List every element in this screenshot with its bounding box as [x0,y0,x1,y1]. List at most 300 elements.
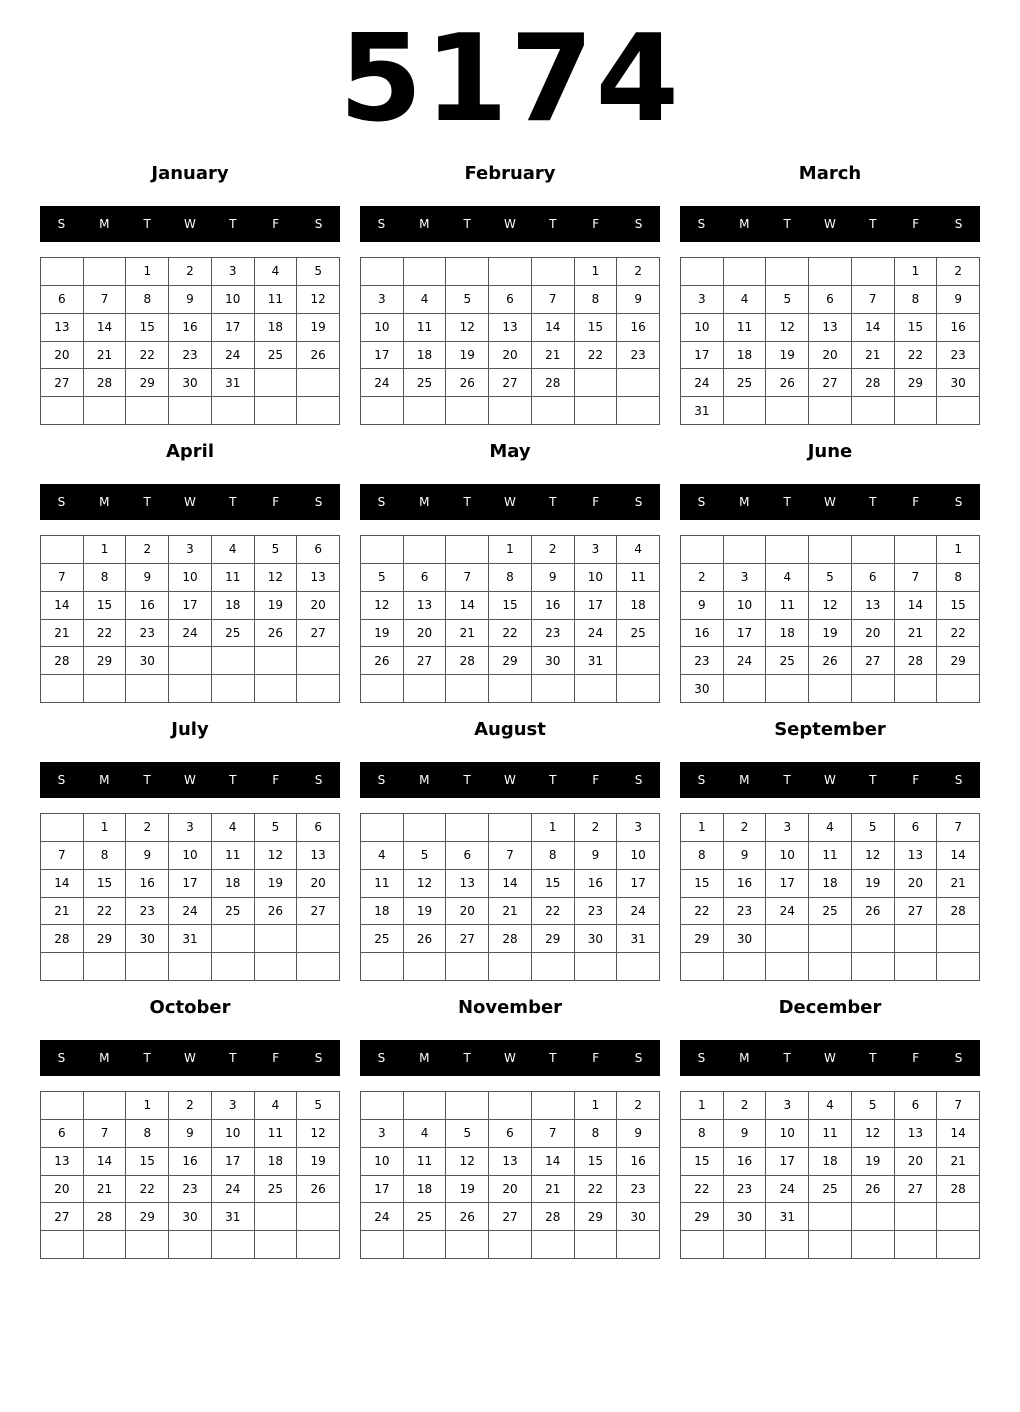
empty-day-cell [852,953,895,981]
day-cell: 29 [937,647,980,675]
day-cell: 4 [809,1092,852,1120]
day-cell: 19 [852,870,895,898]
weekday-label: W [184,1051,196,1065]
day-cell: 2 [126,536,169,564]
day-cell: 5 [809,564,852,592]
day-cell: 20 [895,1148,938,1176]
month-april [40,434,340,703]
empty-day-cell [255,1231,298,1259]
day-cell: 10 [361,314,404,342]
day-cell: 13 [297,842,340,870]
day-cell: 20 [809,342,852,370]
day-cell: 7 [532,286,575,314]
day-cell: 21 [41,898,84,926]
weekday-label: M [419,1051,430,1065]
empty-day-cell [532,397,575,425]
month-october [40,990,340,1259]
weekday-label: M [739,217,750,231]
day-cell: 17 [361,342,404,370]
day-cell: 4 [212,814,255,842]
day-cell: 20 [404,620,447,648]
weekday-header [40,1040,340,1076]
day-cell: 16 [724,870,767,898]
weekday-label: M [739,495,750,509]
empty-day-cell [681,1231,724,1259]
day-cell: 13 [895,1120,938,1148]
weekday-label: T [549,773,557,787]
empty-day-cell [84,1231,127,1259]
weekday-label: S [954,773,963,787]
weekday-label: M [419,217,430,231]
day-cell: 17 [361,1176,404,1204]
day-grid [360,813,660,981]
empty-day-cell [809,953,852,981]
day-cell: 2 [617,258,660,286]
day-cell: 14 [937,842,980,870]
day-cell: 8 [489,564,532,592]
day-cell: 25 [212,620,255,648]
day-cell: 1 [681,1092,724,1120]
empty-day-cell [532,675,575,703]
weekday-header [360,1040,660,1076]
empty-day-cell [297,397,340,425]
day-cell: 31 [681,397,724,425]
weekday-label: M [419,773,430,787]
weekday-label: T [549,495,557,509]
empty-day-cell [361,397,404,425]
day-cell: 21 [41,620,84,648]
day-cell: 21 [852,342,895,370]
empty-day-cell [532,258,575,286]
day-cell: 5 [297,1092,340,1120]
day-cell: 7 [937,1092,980,1120]
day-cell: 2 [681,564,724,592]
weekday-label: S [377,773,386,787]
day-cell: 17 [766,1148,809,1176]
day-cell: 4 [766,564,809,592]
weekday-label: S [697,495,706,509]
day-cell: 15 [681,870,724,898]
empty-day-cell [255,647,298,675]
day-cell: 1 [681,814,724,842]
day-cell: 22 [126,342,169,370]
month-december [680,990,980,1259]
day-cell: 23 [575,898,618,926]
day-cell: 17 [724,620,767,648]
month-may [360,434,660,703]
weekday-header [680,484,980,520]
empty-day-cell [404,258,447,286]
day-cell: 13 [489,314,532,342]
day-cell: 18 [766,620,809,648]
empty-day-cell [361,536,404,564]
day-cell: 15 [575,1148,618,1176]
weekday-label: T [549,217,557,231]
day-cell: 11 [809,1120,852,1148]
month-name: June [807,441,853,462]
empty-day-cell [852,675,895,703]
day-cell: 28 [852,369,895,397]
day-cell: 10 [766,842,809,870]
day-cell: 23 [681,647,724,675]
day-cell: 9 [126,842,169,870]
day-cell: 22 [532,898,575,926]
day-cell: 3 [169,536,212,564]
day-cell: 11 [617,564,660,592]
day-cell: 1 [937,536,980,564]
day-grid [680,257,980,425]
empty-day-cell [84,953,127,981]
day-cell: 7 [41,842,84,870]
empty-day-cell [404,1231,447,1259]
weekday-label: S [954,217,963,231]
month-august [360,712,660,981]
day-cell: 22 [681,1176,724,1204]
day-cell: 3 [575,536,618,564]
empty-day-cell [681,258,724,286]
day-cell: 2 [169,258,212,286]
day-cell: 26 [255,898,298,926]
day-cell: 7 [852,286,895,314]
empty-day-cell [212,647,255,675]
day-cell: 28 [41,647,84,675]
day-cell: 20 [852,620,895,648]
day-cell: 26 [852,1176,895,1204]
day-cell: 22 [575,1176,618,1204]
weekday-label: F [912,773,920,787]
day-cell: 27 [895,1176,938,1204]
day-cell: 1 [575,258,618,286]
empty-day-cell [41,1092,84,1120]
day-cell: 23 [126,620,169,648]
day-cell: 24 [766,1176,809,1204]
day-cell: 21 [937,870,980,898]
day-cell: 2 [169,1092,212,1120]
empty-day-cell [361,1231,404,1259]
empty-day-cell [489,1092,532,1120]
day-cell: 20 [297,870,340,898]
month-name: November [457,997,563,1018]
day-grid [40,1091,340,1259]
day-cell: 11 [404,1148,447,1176]
day-cell: 23 [169,1176,212,1204]
empty-day-cell [489,397,532,425]
day-cell: 13 [404,592,447,620]
weekday-label: W [824,495,836,509]
empty-day-cell [41,258,84,286]
day-cell: 24 [681,369,724,397]
weekday-label: F [912,1051,920,1065]
empty-day-cell [446,1092,489,1120]
month-name: August [474,719,546,740]
day-cell: 27 [297,620,340,648]
day-cell: 4 [255,1092,298,1120]
day-cell: 11 [404,314,447,342]
weekday-label: T [143,773,151,787]
day-cell: 18 [809,1148,852,1176]
day-cell: 5 [404,842,447,870]
empty-day-cell [617,369,660,397]
empty-day-cell [297,1231,340,1259]
day-cell: 27 [852,647,895,675]
day-cell: 24 [361,369,404,397]
empty-day-cell [617,1231,660,1259]
weekday-label: M [739,773,750,787]
day-cell: 18 [212,870,255,898]
day-cell: 25 [255,342,298,370]
day-cell: 24 [361,1203,404,1231]
empty-day-cell [809,258,852,286]
day-grid [360,1091,660,1259]
day-cell: 8 [84,842,127,870]
day-cell: 23 [126,898,169,926]
weekday-label: S [954,495,963,509]
empty-day-cell [255,369,298,397]
empty-day-cell [895,953,938,981]
day-cell: 6 [404,564,447,592]
day-cell: 15 [532,870,575,898]
day-cell: 7 [446,564,489,592]
empty-day-cell [766,1231,809,1259]
day-cell: 5 [361,564,404,592]
day-grid [680,535,980,703]
weekday-label: T [869,495,877,509]
day-cell: 6 [297,814,340,842]
weekday-label: T [869,1051,877,1065]
day-cell: 27 [297,898,340,926]
day-cell: 11 [724,314,767,342]
empty-day-cell [446,258,489,286]
day-cell: 12 [255,842,298,870]
day-cell: 21 [84,1176,127,1204]
day-cell: 27 [489,369,532,397]
day-cell: 21 [937,1148,980,1176]
weekday-label: S [57,773,66,787]
day-cell: 30 [169,1203,212,1231]
empty-day-cell [489,675,532,703]
weekday-label: T [783,773,791,787]
weekday-label: S [314,773,323,787]
day-cell: 11 [212,842,255,870]
empty-day-cell [361,953,404,981]
month-name: April [165,441,215,462]
day-cell: 6 [41,1120,84,1148]
empty-day-cell [766,675,809,703]
day-cell: 9 [532,564,575,592]
day-cell: 17 [681,342,724,370]
weekday-label: S [314,217,323,231]
weekday-label: T [143,217,151,231]
day-cell: 30 [724,925,767,953]
day-cell: 19 [852,1148,895,1176]
day-cell: 11 [766,592,809,620]
weekday-label: T [229,495,237,509]
weekday-label: F [912,495,920,509]
weekday-header [680,762,980,798]
weekday-label: F [272,1051,280,1065]
weekday-label: M [739,1051,750,1065]
day-cell: 2 [724,1092,767,1120]
day-cell: 3 [681,286,724,314]
day-grid [360,257,660,425]
day-cell: 9 [126,564,169,592]
day-cell: 16 [532,592,575,620]
day-cell: 8 [532,842,575,870]
day-cell: 20 [446,898,489,926]
day-cell: 3 [212,258,255,286]
day-cell: 2 [617,1092,660,1120]
day-cell: 30 [169,369,212,397]
day-cell: 24 [617,898,660,926]
day-cell: 19 [255,870,298,898]
day-cell: 21 [532,342,575,370]
day-cell: 28 [446,647,489,675]
weekday-label: S [314,495,323,509]
day-grid [40,813,340,981]
empty-day-cell [212,925,255,953]
day-cell: 20 [41,1176,84,1204]
empty-day-cell [489,814,532,842]
weekday-header [360,206,660,242]
day-cell: 22 [681,898,724,926]
empty-day-cell [41,675,84,703]
month-name: July [171,719,209,740]
empty-day-cell [169,953,212,981]
day-cell: 16 [617,1148,660,1176]
day-cell: 14 [446,592,489,620]
empty-day-cell [126,397,169,425]
empty-day-cell [41,397,84,425]
day-cell: 12 [404,870,447,898]
day-cell: 2 [724,814,767,842]
empty-day-cell [489,953,532,981]
weekday-label: T [143,495,151,509]
day-cell: 19 [255,592,298,620]
weekday-label: S [377,495,386,509]
weekday-label: S [377,217,386,231]
day-cell: 15 [895,314,938,342]
day-cell: 18 [404,1176,447,1204]
empty-day-cell [169,1231,212,1259]
day-cell: 26 [446,1203,489,1231]
weekday-label: F [592,773,600,787]
day-cell: 8 [126,1120,169,1148]
day-cell: 5 [255,536,298,564]
day-cell: 6 [852,564,895,592]
day-cell: 29 [84,925,127,953]
day-cell: 3 [361,286,404,314]
day-cell: 2 [126,814,169,842]
day-cell: 19 [404,898,447,926]
day-cell: 30 [532,647,575,675]
weekday-label: W [824,217,836,231]
empty-day-cell [489,1231,532,1259]
day-cell: 28 [532,369,575,397]
day-cell: 21 [446,620,489,648]
day-cell: 9 [724,842,767,870]
day-cell: 24 [766,898,809,926]
day-cell: 29 [681,925,724,953]
day-cell: 5 [255,814,298,842]
day-cell: 16 [169,1148,212,1176]
empty-day-cell [446,953,489,981]
empty-day-cell [852,397,895,425]
day-cell: 13 [297,564,340,592]
empty-day-cell [169,397,212,425]
day-cell: 5 [766,286,809,314]
day-cell: 25 [255,1176,298,1204]
day-cell: 29 [489,647,532,675]
month-name: January [151,163,229,184]
day-cell: 28 [84,369,127,397]
weekday-label: T [783,217,791,231]
day-cell: 30 [681,675,724,703]
empty-day-cell [532,1092,575,1120]
weekday-label: T [229,1051,237,1065]
day-cell: 14 [532,1148,575,1176]
day-cell: 19 [446,1176,489,1204]
day-cell: 11 [361,870,404,898]
day-cell: 8 [84,564,127,592]
day-cell: 30 [724,1203,767,1231]
weekday-label: F [272,495,280,509]
day-cell: 8 [575,286,618,314]
day-cell: 5 [446,286,489,314]
empty-day-cell [724,1231,767,1259]
empty-day-cell [937,675,980,703]
day-cell: 17 [766,870,809,898]
day-cell: 13 [446,870,489,898]
day-cell: 18 [255,314,298,342]
weekday-header [360,484,660,520]
day-cell: 9 [617,1120,660,1148]
empty-day-cell [895,536,938,564]
month-february [360,156,660,425]
day-cell: 17 [169,870,212,898]
day-cell: 16 [575,870,618,898]
day-cell: 1 [895,258,938,286]
empty-day-cell [895,925,938,953]
day-cell: 6 [895,814,938,842]
day-cell: 10 [361,1148,404,1176]
weekday-label: F [912,217,920,231]
empty-day-cell [212,675,255,703]
day-cell: 16 [724,1148,767,1176]
day-cell: 7 [84,1120,127,1148]
day-cell: 15 [126,314,169,342]
weekday-label: W [184,217,196,231]
day-cell: 21 [532,1176,575,1204]
day-cell: 17 [617,870,660,898]
weekday-label: T [463,773,471,787]
weekday-label: S [697,773,706,787]
day-cell: 7 [41,564,84,592]
day-cell: 6 [489,286,532,314]
weekday-label: M [419,495,430,509]
day-cell: 10 [617,842,660,870]
day-cell: 31 [169,925,212,953]
weekday-label: S [57,1051,66,1065]
day-grid [40,257,340,425]
day-cell: 29 [681,1203,724,1231]
day-cell: 18 [809,870,852,898]
empty-day-cell [575,369,618,397]
weekday-label: S [697,1051,706,1065]
weekday-label: M [99,773,110,787]
day-cell: 31 [766,1203,809,1231]
empty-day-cell [575,675,618,703]
day-cell: 10 [169,564,212,592]
